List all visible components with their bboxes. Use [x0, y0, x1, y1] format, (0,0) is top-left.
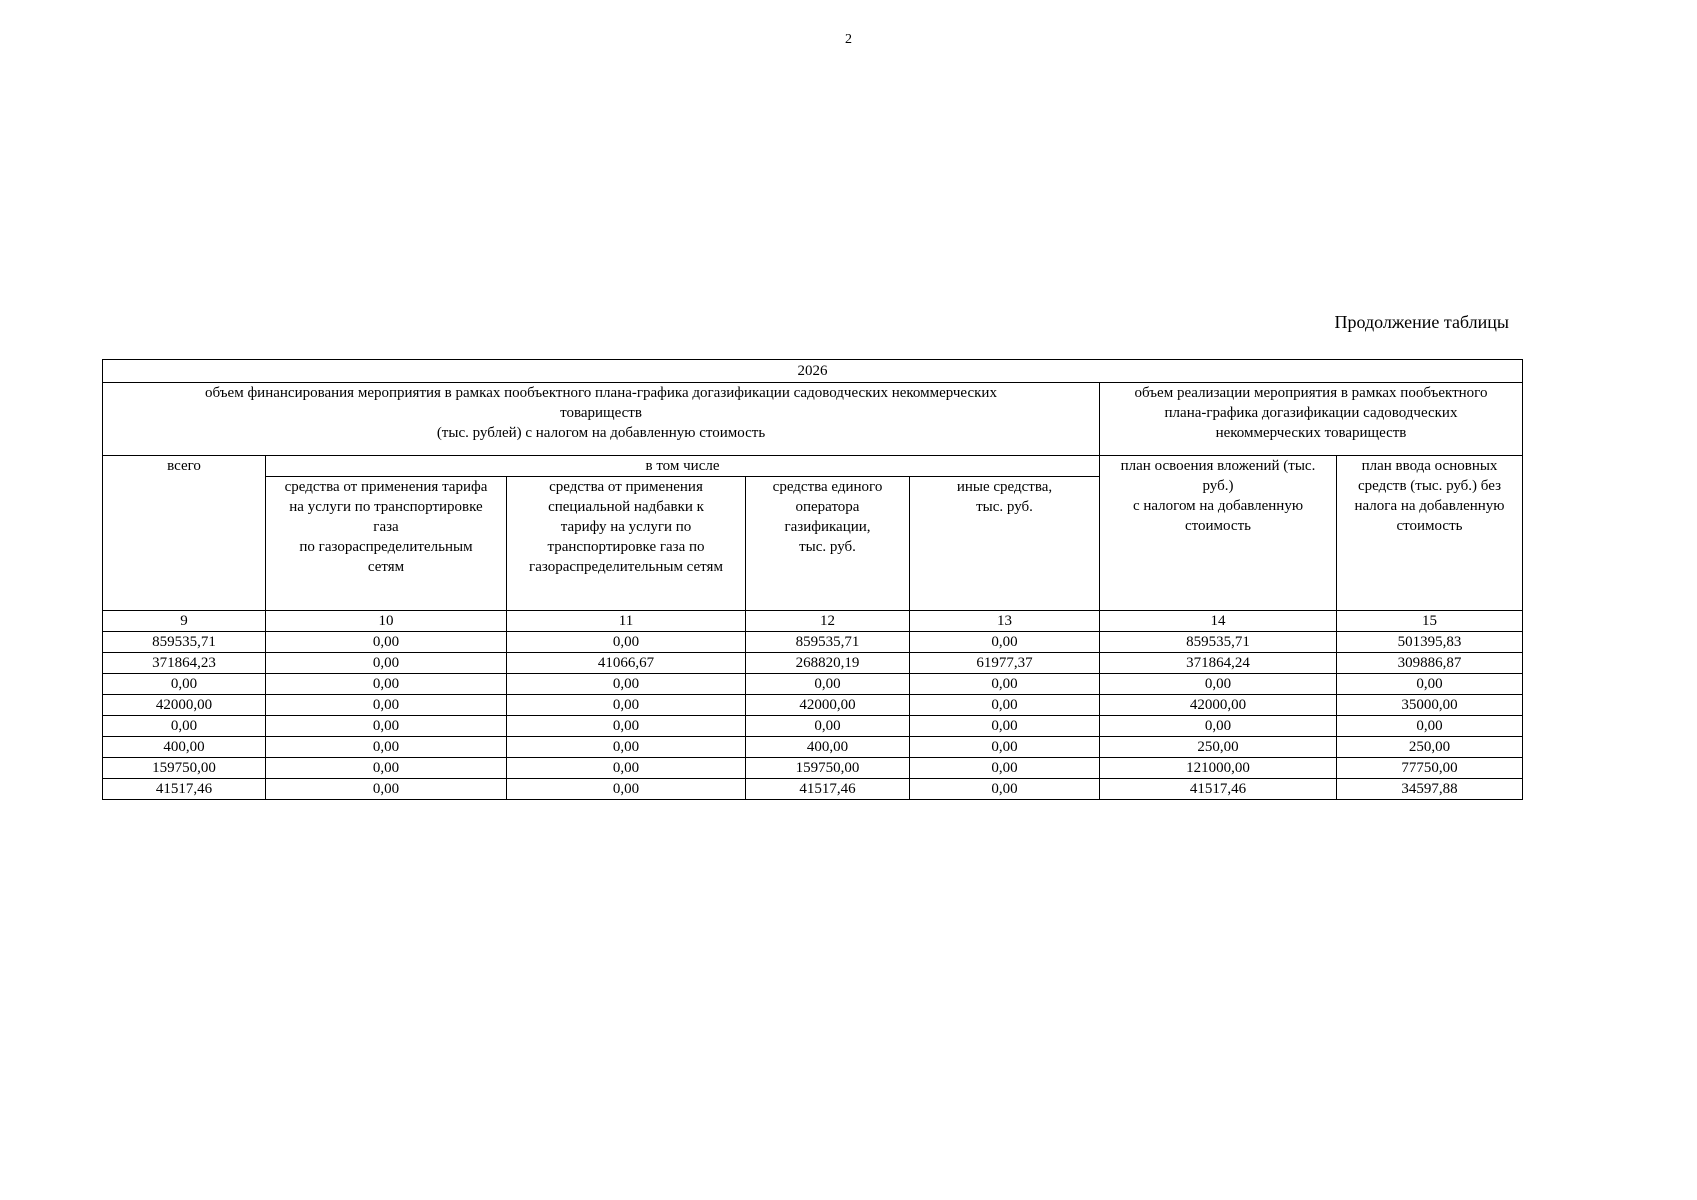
table-cell: 0,00 — [266, 758, 507, 779]
table-cell: 0,00 — [910, 695, 1100, 716]
table-cell: 0,00 — [266, 716, 507, 737]
table-cell: 859535,71 — [103, 632, 266, 653]
table-cell: 501395,83 — [1337, 632, 1523, 653]
table-cell: 0,00 — [1337, 716, 1523, 737]
table-cell: 0,00 — [266, 695, 507, 716]
column-number-row — [103, 611, 1523, 632]
table-cell: 0,00 — [1100, 716, 1337, 737]
table-row — [103, 758, 1523, 779]
year-header: 2026 — [103, 360, 1523, 383]
table-cell: 0,00 — [746, 674, 910, 695]
funding-table — [102, 359, 1523, 800]
table-cell: 0,00 — [910, 632, 1100, 653]
table-cell: 0,00 — [746, 716, 910, 737]
table-cell: 0,00 — [910, 758, 1100, 779]
col-tariff-header: средства от применения тарифа на услуги по транспортировке газа по газораспределительным сетям — [266, 477, 507, 611]
table-row — [103, 695, 1523, 716]
col-total-header: всего — [103, 456, 266, 611]
table-cell: 34597,88 — [1337, 779, 1523, 800]
col-including-header: в том числе — [266, 456, 1100, 477]
table-body — [103, 632, 1523, 800]
table-cell: 309886,87 — [1337, 653, 1523, 674]
table-cell: 0,00 — [1100, 674, 1337, 695]
table-cell: 0,00 — [910, 674, 1100, 695]
table-cell: 0,00 — [507, 758, 746, 779]
table-cell: 159750,00 — [746, 758, 910, 779]
financing-group-header: объем финансирования мероприятия в рамках пообъектного плана-графика догазификации садоводческих некоммерческих товариществ (тыс. рублей) с налогом на добавленную стоимость — [103, 383, 1100, 456]
table-cell: 42000,00 — [103, 695, 266, 716]
table-cell: 0,00 — [266, 653, 507, 674]
table-cell: 77750,00 — [1337, 758, 1523, 779]
table-cell: 268820,19 — [746, 653, 910, 674]
column-number: 10 — [266, 611, 507, 632]
table-cell: 41517,46 — [746, 779, 910, 800]
table-cell: 41066,67 — [507, 653, 746, 674]
table-cell: 250,00 — [1100, 737, 1337, 758]
table-cell: 0,00 — [266, 632, 507, 653]
page-number: 2 — [845, 32, 852, 47]
table-cell: 0,00 — [266, 779, 507, 800]
col-plan-investment-header: план освоения вложений (тыс. руб.) с налогом на добавленную стоимость — [1100, 456, 1337, 611]
table-cell: 0,00 — [266, 674, 507, 695]
table-cell: 35000,00 — [1337, 695, 1523, 716]
column-number: 14 — [1100, 611, 1337, 632]
column-number: 13 — [910, 611, 1100, 632]
table-cell: 0,00 — [910, 779, 1100, 800]
table-cell: 0,00 — [266, 737, 507, 758]
table-cell: 0,00 — [507, 737, 746, 758]
table-row — [103, 737, 1523, 758]
table-cell: 0,00 — [103, 716, 266, 737]
table-cell: 42000,00 — [1100, 695, 1337, 716]
col-surcharge-header: средства от применения специальной надбавки к тарифу на услуги по транспортировке газа по газораспределительным сетям — [507, 477, 746, 611]
table-row — [103, 674, 1523, 695]
table-cell: 859535,71 — [746, 632, 910, 653]
table-cell: 0,00 — [507, 716, 746, 737]
column-number: 9 — [103, 611, 266, 632]
col-other-header: иные средства, тыс. руб. — [910, 477, 1100, 611]
table-cell: 0,00 — [1337, 674, 1523, 695]
table-row — [103, 632, 1523, 653]
table-cell: 0,00 — [910, 716, 1100, 737]
table-cell: 0,00 — [507, 674, 746, 695]
col-plan-fixed-assets-header: план ввода основных средств (тыс. руб.) без налога на добавленную стоимость — [1337, 456, 1523, 611]
continuation-label: Продолжение таблицы — [1334, 312, 1509, 332]
table-cell: 121000,00 — [1100, 758, 1337, 779]
realization-group-header: объем реализации мероприятия в рамках пообъектного плана-графика догазификации садоводческих некоммерческих товариществ — [1100, 383, 1523, 456]
column-number: 15 — [1337, 611, 1523, 632]
table-row — [103, 653, 1523, 674]
table-cell: 400,00 — [746, 737, 910, 758]
col-operator-header: средства единого оператора газификации, тыс. руб. — [746, 477, 910, 611]
table-row — [103, 716, 1523, 737]
table-cell: 0,00 — [507, 632, 746, 653]
table-cell: 0,00 — [507, 695, 746, 716]
table-cell: 371864,24 — [1100, 653, 1337, 674]
table-cell: 42000,00 — [746, 695, 910, 716]
table-cell: 0,00 — [507, 779, 746, 800]
table-cell: 250,00 — [1337, 737, 1523, 758]
table-cell: 0,00 — [103, 674, 266, 695]
table-cell: 61977,37 — [910, 653, 1100, 674]
table-cell: 159750,00 — [103, 758, 266, 779]
table-cell: 371864,23 — [103, 653, 266, 674]
table-cell: 859535,71 — [1100, 632, 1337, 653]
table-cell: 400,00 — [103, 737, 266, 758]
table-cell: 41517,46 — [103, 779, 266, 800]
table-cell: 0,00 — [910, 737, 1100, 758]
table-cell: 41517,46 — [1100, 779, 1337, 800]
column-number: 11 — [507, 611, 746, 632]
column-number: 12 — [746, 611, 910, 632]
table-row — [103, 779, 1523, 800]
